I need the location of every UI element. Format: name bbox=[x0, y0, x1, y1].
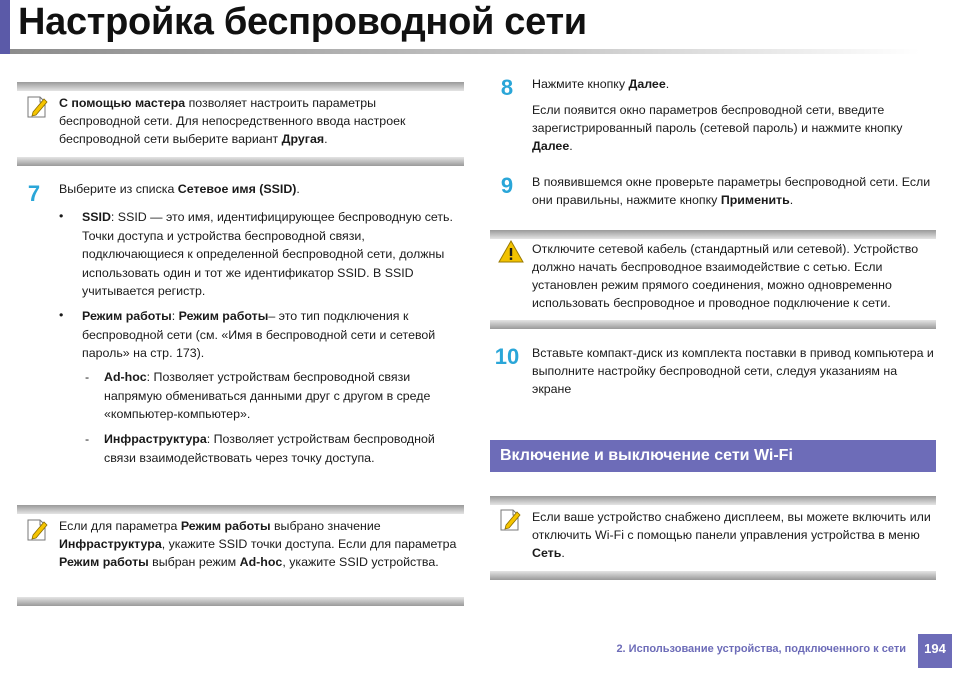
step-8-line1 bbox=[532, 75, 936, 93]
dash-marker: - bbox=[85, 370, 90, 384]
bullet-mode bbox=[82, 307, 464, 363]
note-box-wizard bbox=[17, 82, 464, 166]
bold-run: Режим работы bbox=[178, 309, 269, 323]
text-run: Вставьте компакт-диск из комплекта поставки в привод компьютера и выполните настройку беспроводной сети, следуя указаниям на экране bbox=[532, 346, 934, 396]
step-number-9: 9 bbox=[500, 173, 514, 198]
text-run: выбран режим bbox=[148, 555, 240, 569]
text-run: Если ваше устройство снабжено дисплеем, вы можете включить или отключить Wi-Fi с помощью панели управления устройства в меню bbox=[532, 510, 931, 542]
text-run: . bbox=[569, 139, 573, 153]
text-run: Нажмите кнопку bbox=[532, 77, 629, 91]
step-number-8: 8 bbox=[500, 75, 514, 100]
bold-run: С помощью мастера bbox=[59, 96, 186, 110]
section-header-wifi: Включение и выключение сети Wi-Fi bbox=[490, 440, 936, 472]
text-run: , укажите SSID точки доступа. Если для параметра bbox=[161, 537, 457, 551]
bullet-marker: • bbox=[59, 209, 64, 223]
page-number: 194 bbox=[918, 634, 952, 668]
bold-run: Инфраструктура bbox=[59, 537, 162, 551]
text-run: Если появится окно параметров беспроводной сети, введите зарегистрированный пароль (сетевой пароль) и нажмите кнопку bbox=[532, 103, 903, 135]
title-accent-bar bbox=[0, 0, 10, 54]
bold-run: Далее bbox=[628, 77, 666, 91]
footer-chapter: 2. Использование устройства, подключенного к сети bbox=[616, 643, 906, 655]
step-number-10: 10 bbox=[494, 344, 520, 369]
step-7-intro bbox=[59, 180, 464, 198]
note-band-top bbox=[17, 505, 464, 514]
note-band-bottom bbox=[17, 157, 464, 166]
title-divider bbox=[10, 49, 920, 54]
note-band-bottom bbox=[490, 571, 936, 580]
text-run: : SSID — это имя, идентифицирующее беспроводную сеть. Точки доступа и устройства беспроводной связи, подключающиеся к определенной беспроводной сети, должны использовать один и тот же идентификатор SSID. В SSID учитывается регистр. bbox=[82, 210, 453, 298]
text-run: . bbox=[324, 132, 328, 146]
warning-triangle-icon bbox=[498, 240, 524, 269]
pencil-note-icon bbox=[25, 517, 49, 548]
note-text-mode bbox=[59, 517, 460, 571]
note-band-top bbox=[490, 496, 936, 505]
note-band-bottom bbox=[490, 320, 936, 329]
text-run: . bbox=[789, 193, 794, 207]
note-box-wifi bbox=[490, 496, 936, 580]
dash-marker: - bbox=[85, 432, 90, 446]
text-run: выбрано значение bbox=[270, 519, 381, 533]
pencil-note-icon bbox=[25, 94, 49, 125]
text-run: Выберите из списка bbox=[59, 182, 178, 196]
note-text-wizard bbox=[59, 94, 460, 148]
text-run: . bbox=[665, 77, 670, 91]
bold-run: Сеть bbox=[532, 546, 562, 560]
pencil-note-icon bbox=[498, 507, 522, 538]
note-band-top bbox=[17, 82, 464, 91]
text-run: . bbox=[296, 182, 300, 196]
text-run: , укажите SSID устройства. bbox=[282, 555, 439, 569]
note-text-wifi bbox=[532, 508, 932, 562]
step-9-text bbox=[532, 173, 936, 209]
text-run: – это тип подключения к беспроводной сети (см. «Имя в беспроводной сети и сетевой пароль» на стр. 173). bbox=[82, 309, 436, 360]
bold-run: Режим работы bbox=[180, 519, 271, 533]
page-title: Настройка беспроводной сети bbox=[18, 1, 587, 43]
text-run: : bbox=[171, 309, 179, 323]
bold-run: Ad-hoc bbox=[239, 555, 283, 569]
dash-infrastructure bbox=[104, 430, 464, 467]
bold-run: Сетевое имя (SSID) bbox=[177, 182, 297, 196]
warning-box bbox=[490, 230, 936, 329]
bold-run: Другая bbox=[281, 132, 325, 146]
text-run: . bbox=[561, 546, 565, 560]
text-run: Если для параметра bbox=[59, 519, 181, 533]
note-box-mode bbox=[17, 505, 464, 606]
note-band-top bbox=[490, 230, 936, 239]
step-number-7: 7 bbox=[27, 181, 41, 206]
bold-run: Инфраструктура bbox=[104, 432, 207, 446]
text-run: позволяет настроить параметры беспроводной сети. Для непосредственного ввода настроек беспроводной сети выберите вариант bbox=[59, 96, 406, 146]
text-run: : Позволяет устройствам беспроводной связи напрямую обмениваться данными друг с другом в среде «компьютер-компьютер». bbox=[104, 370, 431, 421]
step-8-line2 bbox=[532, 101, 936, 155]
bullet-ssid bbox=[82, 208, 464, 301]
text-run: : Позволяет устройствам беспроводной связи взаимодействовать через точку доступа. bbox=[104, 432, 435, 465]
bullet-marker: • bbox=[59, 308, 64, 322]
text-run: Отключите сетевой кабель (стандартный или сетевой). Устройство должно начать беспроводное взаимодействие с сетью. Если установлен режим прямого соединения, можно одновременно использовать беспроводное и проводное подключение к сети. bbox=[532, 242, 919, 310]
bold-run: Далее bbox=[532, 139, 570, 153]
dash-adhoc bbox=[104, 368, 464, 424]
bold-run: SSID bbox=[82, 210, 111, 224]
bold-run: Применить bbox=[720, 193, 790, 207]
note-band-bottom bbox=[17, 597, 464, 606]
bold-run: Ad-hoc bbox=[104, 370, 147, 384]
text-run: В появившемся окне проверьте параметры беспроводной сети. Если они правильны, нажмите кнопку bbox=[532, 175, 931, 207]
bold-run: Режим работы bbox=[59, 555, 149, 569]
warning-text bbox=[532, 240, 932, 312]
step-10-text bbox=[532, 344, 936, 398]
bold-run: Режим работы bbox=[82, 309, 172, 323]
